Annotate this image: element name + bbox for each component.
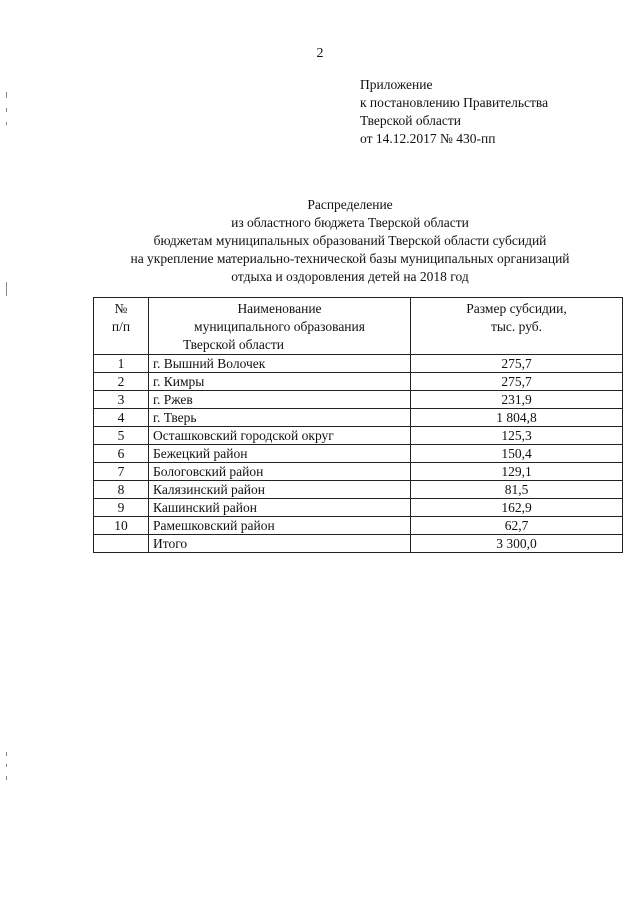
title-line: из областного бюджета Тверской области	[231, 215, 469, 230]
row-amount-cell: 62,7	[411, 517, 623, 535]
appendix-line: Приложение	[360, 77, 433, 92]
row-amount-cell: 275,7	[411, 355, 623, 373]
row-name-cell: Бологовский район	[149, 463, 411, 481]
row-amount-cell: 81,5	[411, 481, 623, 499]
appendix-line: к постановлению Правительства	[360, 95, 549, 110]
row-name-cell: Итого	[149, 535, 411, 553]
row-num-cell: 9	[94, 499, 149, 517]
appendix-block	[360, 76, 548, 148]
row-name-cell: г. Тверь	[149, 409, 411, 427]
row-num-cell	[94, 535, 149, 553]
header-name-line: Наименование	[237, 301, 322, 316]
table-row	[94, 355, 623, 373]
row-name-cell: г. Ржев	[149, 391, 411, 409]
document-title	[60, 196, 640, 286]
row-num-cell: 2	[94, 373, 149, 391]
row-amount-cell: 150,4	[411, 445, 623, 463]
row-num-cell: 6	[94, 445, 149, 463]
margin-scan-marks	[6, 0, 8, 905]
row-name-cell: Осташковский городской округ	[149, 427, 411, 445]
table-row	[94, 481, 623, 499]
header-num	[94, 298, 149, 355]
table-row	[94, 409, 623, 427]
row-name-cell: Кашинский район	[149, 499, 411, 517]
row-amount-cell: 1 804,8	[411, 409, 623, 427]
row-num-cell: 10	[94, 517, 149, 535]
title-line: Распределение	[307, 197, 393, 212]
header-amount	[411, 298, 623, 355]
row-num-cell: 1	[94, 355, 149, 373]
header-name	[149, 298, 411, 355]
table-row	[94, 445, 623, 463]
appendix-line: от 14.12.2017 № 430-пп	[360, 131, 496, 146]
row-name-cell: Рамешковский район	[149, 517, 411, 535]
row-num-cell: 5	[94, 427, 149, 445]
table-body	[94, 355, 623, 553]
row-amount-cell: 3 300,0	[411, 535, 623, 553]
appendix-line: Тверской области	[360, 113, 461, 128]
row-num-cell: 4	[94, 409, 149, 427]
header-amount-line: Размер субсидии,	[466, 301, 567, 316]
row-amount-cell: 129,1	[411, 463, 623, 481]
row-num-cell: 3	[94, 391, 149, 409]
table-row	[94, 463, 623, 481]
table-row	[94, 391, 623, 409]
table-row	[94, 499, 623, 517]
row-amount-cell: 231,9	[411, 391, 623, 409]
title-line: на укрепление материально-технической базы муниципальных организаций	[130, 251, 570, 266]
header-name-line: муниципального образования	[194, 319, 365, 334]
distribution-table	[93, 297, 623, 553]
table-total-row	[94, 535, 623, 553]
title-line: отдыха и оздоровления детей на 2018 год	[231, 269, 469, 284]
header-amount-line: тыс. руб.	[490, 319, 543, 334]
table-row	[94, 427, 623, 445]
row-num-cell: 7	[94, 463, 149, 481]
row-name-cell: г. Вышний Волочек	[149, 355, 411, 373]
row-num-cell: 8	[94, 481, 149, 499]
row-name-cell: Калязинский район	[149, 481, 411, 499]
page-number: 2	[316, 46, 324, 61]
row-name-cell: г. Кимры	[149, 373, 411, 391]
table-header-row	[94, 298, 623, 355]
row-amount-cell: 275,7	[411, 373, 623, 391]
header-num-line: №	[114, 301, 128, 316]
row-amount-cell: 125,3	[411, 427, 623, 445]
table-row	[94, 373, 623, 391]
row-name-cell: Бежецкий район	[149, 445, 411, 463]
title-line: бюджетам муниципальных образований Тверской области субсидий	[153, 233, 547, 248]
table-row	[94, 517, 623, 535]
header-num-line: п/п	[111, 319, 131, 334]
row-amount-cell: 162,9	[411, 499, 623, 517]
header-name-line: Тверской области	[183, 337, 284, 352]
